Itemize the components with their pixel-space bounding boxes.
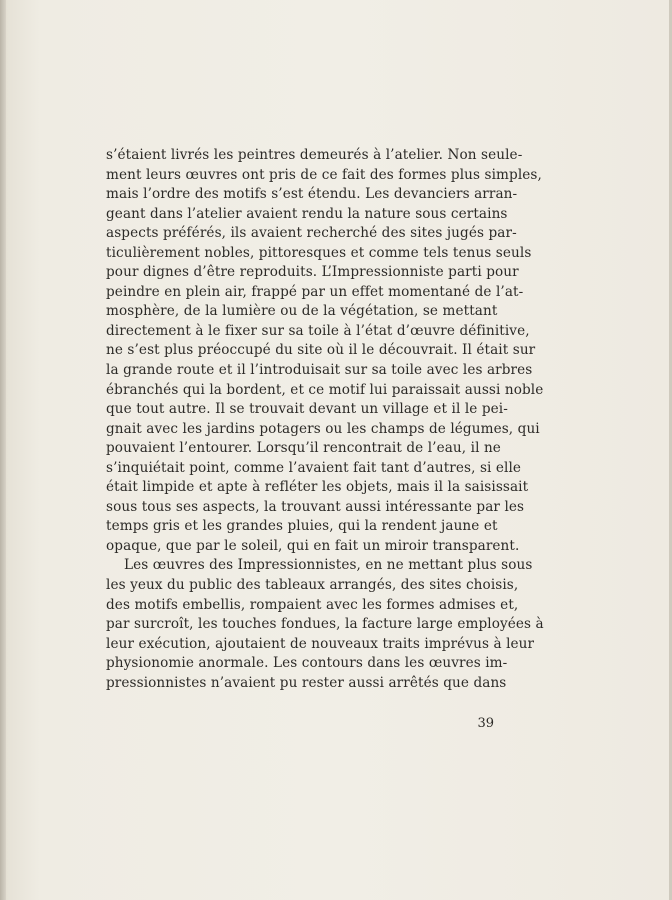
page-number: 39 <box>477 716 494 731</box>
text-line: s’étaient livrés les peintres demeurés à l’atelier. Non seule- <box>106 147 523 163</box>
text-line: ticulièrement nobles, pittoresques et comme tels tenus seuls <box>106 244 532 261</box>
text-line: aspects préférés, ils avaient recherché des sites jugés par- <box>106 225 517 242</box>
text-line: gnait avec les jardins potagers ou les champs de légumes, qui <box>106 420 540 437</box>
text-line: s’inquiétait point, comme l’avaient fait tant d’autres, si elle <box>106 459 522 476</box>
paragraph-1 <box>106 146 544 556</box>
binding-edge <box>0 0 6 900</box>
text-line: geant dans l’atelier avaient rendu la nature sous certains <box>106 205 508 222</box>
text-line: Les œuvres des Impressionnistes, en ne mettant plus sous <box>124 557 533 574</box>
text-line: mais l’ordre des motifs s’est étendu. Les devanciers arran- <box>106 186 518 203</box>
text-line: était limpide et apte à refléter les objets, mais il la saisissait <box>106 479 529 496</box>
text-line: pour dignes d’être reproduits. L’Impressionniste parti pour <box>106 264 519 281</box>
text-line: par surcroît, les touches fondues, la facture large employées à <box>106 616 544 633</box>
text-line: ment leurs œuvres ont pris de ce fait des formes plus simples, <box>106 166 542 183</box>
text-line: ébranchés qui la bordent, et ce motif lui paraissait aussi noble <box>106 381 544 398</box>
text-line: peindre en plein air, frappé par un effet momentané de l’at- <box>106 283 524 300</box>
text-line: leur exécution, ajoutaient de nouveaux traits imprévus à leur <box>106 635 535 652</box>
text-line: sous tous ses aspects, la trouvant aussi intéressante par les <box>106 498 525 515</box>
text-line: mosphère, de la lumière ou de la végétation, se mettant <box>106 303 498 320</box>
text-line: directement à le fixer sur sa toile à l’état d’œuvre définitive, <box>106 322 530 339</box>
text-line: les yeux du public des tableaux arrangés, des sites choisis, <box>106 577 519 594</box>
text-line: ne s’est plus préoccupé du site où il le découvrait. Il était sur <box>106 342 536 359</box>
text-line: opaque, que par le soleil, qui en fait un miroir transparent. <box>106 537 520 554</box>
paragraph-2 <box>106 556 544 693</box>
text-line: temps gris et les grandes pluies, qui la rendent jaune et <box>106 518 498 535</box>
text-line: pouvaient l’entourer. Lorsqu’il rencontrait de l’eau, il ne <box>106 440 501 457</box>
body-text <box>106 146 544 693</box>
text-line: pressionnistes n’avaient pu rester aussi arrêtés que dans <box>106 674 507 691</box>
text-line: physionomie anormale. Les contours dans les œuvres im- <box>106 655 508 672</box>
text-line: que tout autre. Il se trouvait devant un village et il le pei- <box>106 401 508 418</box>
text-line: des motifs embellis, rompaient avec les formes admises et, <box>106 596 519 613</box>
text-line: la grande route et il l’introduisait sur sa toile avec les arbres <box>106 362 533 379</box>
